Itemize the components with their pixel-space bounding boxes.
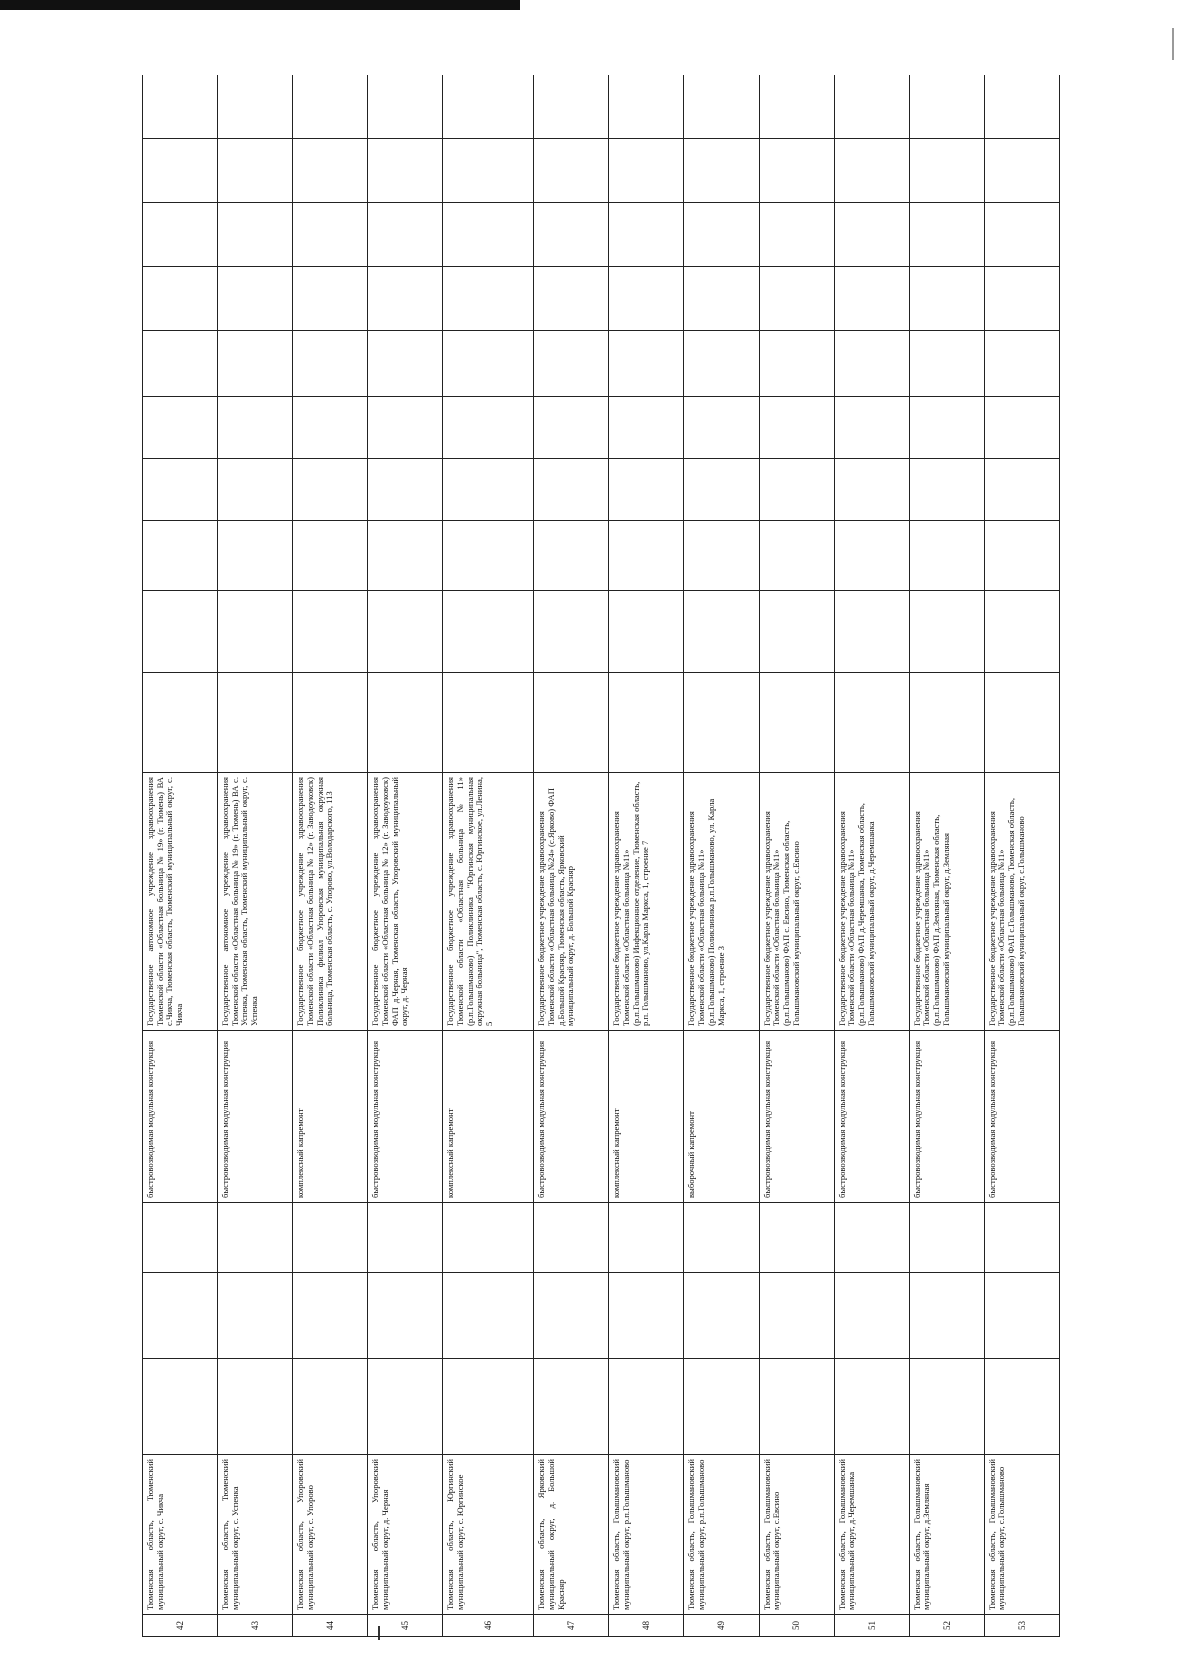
row-number-cell [984, 1615, 1059, 1637]
territory-text: Тюменская область, Юргинский муниципальный округ, с. Юргинское [445, 1459, 466, 1610]
empty-cell [143, 331, 218, 397]
empty-cell [443, 521, 534, 591]
empty-cell [143, 267, 218, 331]
territory-text: Тюменская область, Голышмановский муниципальный округ, с.Голышманово [986, 1459, 1007, 1610]
table-row [834, 75, 909, 1637]
empty-cell [759, 521, 834, 591]
empty-cell [218, 591, 293, 673]
empty-cell [143, 75, 218, 139]
empty-cell [218, 75, 293, 139]
hospital-objects-table [142, 75, 1060, 1637]
work-type-text: быстровозводимая модульная конструкция [536, 1040, 547, 1198]
empty-cell [218, 1273, 293, 1359]
institution-cell [759, 773, 834, 1031]
territory-cell [609, 1455, 684, 1615]
empty-cell [218, 1359, 293, 1455]
work-type-cell [834, 1031, 909, 1203]
empty-cell [759, 267, 834, 331]
institution-cell [218, 773, 293, 1031]
work-type-text: быстровозводимая модульная конструкция [911, 1040, 922, 1198]
empty-cell [834, 203, 909, 267]
empty-cell [909, 521, 984, 591]
empty-cell [143, 1359, 218, 1455]
territory-cell [759, 1455, 834, 1615]
territory-text: Тюменская область, Тюменский муниципальный округ, с. Успенка [220, 1459, 240, 1610]
empty-cell [684, 521, 759, 591]
empty-cell [534, 203, 609, 267]
empty-cell [984, 591, 1059, 673]
empty-cell [293, 203, 368, 267]
empty-cell [609, 591, 684, 673]
empty-cell [443, 139, 534, 203]
empty-cell [534, 1273, 609, 1359]
row-number: 46 [483, 1621, 494, 1630]
institution-text: Государственное автономное учреждение здравоохранения Тюменской области «Областная больница № 19» (г. Тюмень) ВА с. Успенка, Тюменская область, Тюменский муниципальный округ, с. Успенка [220, 777, 260, 1026]
territory-text: Тюменская область, Голышмановский муниципальный округ, с.Евсино [761, 1459, 782, 1610]
row-number-cell [684, 1615, 759, 1637]
institution-text: Государственное бюджетное учреждение здравоохранения Тюменской области «Областная больница №11» (р.п.Голышманово) ФАП с.Голышманово, Тюменская область, Голышмановский муниципальный округ, с.Голышманово [986, 797, 1026, 1026]
empty-cell [684, 459, 759, 521]
work-type-cell [534, 1031, 609, 1203]
work-type-text: быстровозводимая модульная конструкция [145, 1040, 155, 1198]
empty-cell [609, 1273, 684, 1359]
institution-text: Государственное бюджетное учреждение здравоохранения Тюменской области «Областная больница №11» (р.п.Голышманово) Поликлиника "Юргинская муниципальная окружная больница", Тюменская область, с. Юргинское, ул.Ленина, 5 [445, 777, 495, 1026]
territory-cell [684, 1455, 759, 1615]
row-number-cell [534, 1615, 609, 1637]
empty-cell [218, 139, 293, 203]
empty-cell [534, 591, 609, 673]
institution-cell [909, 773, 984, 1031]
empty-cell [293, 331, 368, 397]
empty-cell [759, 203, 834, 267]
institution-cell [684, 773, 759, 1031]
empty-cell [443, 591, 534, 673]
empty-cell [443, 331, 534, 397]
empty-cell [759, 673, 834, 773]
empty-cell [368, 1273, 443, 1359]
empty-cell [443, 397, 534, 459]
row-number-cell [443, 1615, 534, 1637]
territory-text: Тюменская область, Голышмановский муниципальный округ, д.Земляная [911, 1459, 932, 1610]
empty-cell [609, 1359, 684, 1455]
empty-cell [293, 1203, 368, 1273]
row-number: 45 [400, 1621, 411, 1630]
empty-cell [609, 521, 684, 591]
empty-cell [984, 267, 1059, 331]
table-row [218, 75, 293, 1637]
territory-cell [293, 1455, 368, 1615]
row-number: 44 [325, 1621, 336, 1630]
institution-cell [143, 773, 218, 1031]
row-number: 43 [250, 1621, 261, 1630]
empty-cell [534, 139, 609, 203]
empty-cell [368, 397, 443, 459]
empty-cell [143, 673, 218, 773]
empty-cell [834, 1203, 909, 1273]
empty-cell [368, 267, 443, 331]
territory-cell [909, 1455, 984, 1615]
empty-cell [534, 397, 609, 459]
empty-cell [218, 1203, 293, 1273]
empty-cell [909, 1203, 984, 1273]
empty-cell [834, 331, 909, 397]
institution-cell [609, 773, 684, 1031]
empty-cell [368, 139, 443, 203]
empty-cell [143, 139, 218, 203]
empty-cell [834, 1273, 909, 1359]
row-number-cell [143, 1615, 218, 1637]
empty-cell [759, 1203, 834, 1273]
territory-text: Тюменская область, Голышмановский муниципальный округ, р.п.Голышманово [611, 1459, 632, 1610]
territory-cell [443, 1455, 534, 1615]
row-number: 53 [1016, 1621, 1027, 1630]
work-type-cell [218, 1031, 293, 1203]
empty-cell [218, 331, 293, 397]
territory-cell [534, 1455, 609, 1615]
empty-cell [143, 591, 218, 673]
empty-cell [909, 267, 984, 331]
empty-cell [368, 1203, 443, 1273]
empty-cell [293, 75, 368, 139]
empty-cell [909, 459, 984, 521]
institution-cell [293, 773, 368, 1031]
empty-cell [759, 75, 834, 139]
empty-cell [443, 203, 534, 267]
empty-cell [443, 1203, 534, 1273]
empty-cell [984, 459, 1059, 521]
empty-cell [368, 331, 443, 397]
empty-cell [443, 1273, 534, 1359]
institution-text: Государственное бюджетное учреждение здравоохранения Тюменской области «Областная больница № 12» (г. Заводоуковск) Поликлиника филиал Упоровская муниципальная окружная больница, Тюменская область, с. Упорово, ул.Володарского, 113 [295, 777, 335, 1026]
table-row [293, 75, 368, 1637]
row-number-cell [834, 1615, 909, 1637]
work-type-cell [609, 1031, 684, 1203]
work-type-cell [759, 1031, 834, 1203]
row-number-cell [909, 1615, 984, 1637]
empty-cell [609, 75, 684, 139]
empty-cell [534, 521, 609, 591]
row-number: 50 [791, 1621, 802, 1630]
table-row [443, 75, 534, 1637]
table-row [909, 75, 984, 1637]
work-type-cell [143, 1031, 218, 1203]
territory-cell [834, 1455, 909, 1615]
row-number-cell [218, 1615, 293, 1637]
table-row [984, 75, 1059, 1637]
institution-text: Государственное бюджетное учреждение здравоохранения Тюменской области «Областная больница №24» (с.Ярково) ФАП д.Большой Красняр, Тюменская область, Ярковский муниципальный округ, д. Большой Красняр [536, 788, 576, 1026]
empty-cell [143, 1273, 218, 1359]
empty-cell [909, 591, 984, 673]
empty-cell [834, 75, 909, 139]
empty-cell [609, 1203, 684, 1273]
empty-cell [684, 591, 759, 673]
empty-cell [368, 673, 443, 773]
empty-cell [368, 75, 443, 139]
empty-cell [909, 673, 984, 773]
scan-edge-mark [1172, 28, 1174, 60]
empty-cell [684, 267, 759, 331]
work-type-text: быстровозводимая модульная конструкция [220, 1040, 231, 1198]
institution-cell [534, 773, 609, 1031]
empty-cell [834, 1359, 909, 1455]
scan-top-border [0, 0, 520, 10]
table-row [609, 75, 684, 1637]
work-type-text: быстровозводимая модульная конструкция [761, 1040, 772, 1198]
territory-text: Тюменская область, Ярковский муниципальный округ, д. Большой Красняр [536, 1459, 566, 1610]
work-type-text: комплексный капремонт [611, 1108, 622, 1198]
empty-cell [609, 139, 684, 203]
empty-cell [909, 397, 984, 459]
empty-cell [984, 1203, 1059, 1273]
institution-cell [834, 773, 909, 1031]
empty-cell [759, 331, 834, 397]
empty-cell [684, 1203, 759, 1273]
empty-cell [218, 267, 293, 331]
empty-cell [218, 521, 293, 591]
empty-cell [834, 139, 909, 203]
institution-text: Государственное бюджетное учреждение здравоохранения Тюменской области «Областная больница №11» (р.п.Голышманово) ФАП д.Земляная, Тюменская область, Голышмановский муниципальный округ, д.Земляная [911, 811, 951, 1026]
empty-cell [143, 459, 218, 521]
rotated-table-frame [142, 75, 1060, 1637]
empty-cell [534, 459, 609, 521]
empty-cell [293, 1359, 368, 1455]
empty-cell [368, 521, 443, 591]
table-row [684, 75, 759, 1637]
empty-cell [909, 1359, 984, 1455]
empty-cell [368, 203, 443, 267]
territory-text: Тюменская область, Упоровский муниципальный округ, д. Черная [370, 1459, 390, 1610]
empty-cell [984, 1359, 1059, 1455]
work-type-cell [293, 1031, 368, 1203]
empty-cell [909, 139, 984, 203]
empty-cell [609, 203, 684, 267]
empty-cell [984, 673, 1059, 773]
empty-cell [759, 1359, 834, 1455]
empty-cell [534, 673, 609, 773]
empty-cell [293, 521, 368, 591]
empty-cell [684, 331, 759, 397]
empty-cell [218, 397, 293, 459]
empty-cell [609, 673, 684, 773]
empty-cell [984, 139, 1059, 203]
row-number: 47 [566, 1621, 577, 1630]
empty-cell [368, 459, 443, 521]
empty-cell [684, 203, 759, 267]
empty-cell [759, 397, 834, 459]
empty-cell [984, 75, 1059, 139]
empty-cell [368, 591, 443, 673]
empty-cell [684, 1359, 759, 1455]
empty-cell [984, 331, 1059, 397]
empty-cell [534, 1359, 609, 1455]
territory-cell [368, 1455, 443, 1615]
empty-cell [909, 1273, 984, 1359]
territory-cell [143, 1455, 218, 1615]
empty-cell [534, 331, 609, 397]
empty-cell [984, 203, 1059, 267]
territory-text: Тюменская область, Тюменский муниципальный округ, с. Чикча [145, 1459, 165, 1610]
empty-cell [293, 459, 368, 521]
row-number-cell [609, 1615, 684, 1637]
work-type-cell [684, 1031, 759, 1203]
empty-cell [293, 1273, 368, 1359]
row-number-cell [759, 1615, 834, 1637]
work-type-text: быстровозводимая модульная конструкция [836, 1040, 847, 1198]
work-type-text: комплексный капремонт [295, 1108, 306, 1198]
empty-cell [759, 139, 834, 203]
work-type-cell [443, 1031, 534, 1203]
empty-cell [143, 397, 218, 459]
empty-cell [984, 1273, 1059, 1359]
institution-text: Государственное бюджетное учреждение здравоохранения Тюменской области «Областная больница №11» (р.п.Голышманово) ФАП д.Черемшанка, Тюменская область, Голышмановский муниципальный округ, д.Черемшанка [836, 803, 876, 1026]
empty-cell [759, 459, 834, 521]
empty-cell [534, 267, 609, 331]
empty-cell [293, 139, 368, 203]
empty-cell [759, 591, 834, 673]
empty-cell [984, 521, 1059, 591]
territory-text: Тюменская область, Голышмановский муниципальный округ, д.Черемшанка [836, 1459, 857, 1610]
work-type-text: выборочный капремонт [686, 1111, 697, 1198]
empty-cell [534, 75, 609, 139]
institution-cell [984, 773, 1059, 1031]
empty-cell [684, 139, 759, 203]
institution-text: Государственное бюджетное учреждение здравоохранения Тюменской области «Областная больница №11» (р.п.Голышманово) Инфекционное отделение, Тюменская область, р.п. Голышманово, ул.Карла Маркса, 1, строение 7 [611, 781, 651, 1026]
empty-cell [443, 1359, 534, 1455]
work-type-text: комплексный капремонт [445, 1108, 456, 1198]
empty-cell [909, 75, 984, 139]
institution-text: Государственное бюджетное учреждение здравоохранения Тюменской области «Областная больница №11» (р.п.Голышманово) Поликлиника р.п.Голышманово, ул. Карла Маркса, 1, строение 3 [686, 798, 726, 1026]
empty-cell [834, 397, 909, 459]
empty-cell [684, 1273, 759, 1359]
empty-cell [834, 591, 909, 673]
work-type-cell [909, 1031, 984, 1203]
territory-cell [984, 1455, 1059, 1615]
empty-cell [609, 397, 684, 459]
territory-cell [218, 1455, 293, 1615]
work-type-cell [368, 1031, 443, 1203]
empty-cell [218, 459, 293, 521]
empty-cell [684, 397, 759, 459]
empty-cell [143, 521, 218, 591]
empty-cell [218, 203, 293, 267]
territory-text: Тюменская область, Упоровский муниципальный округ, с. Упорово [295, 1459, 315, 1610]
empty-cell [684, 75, 759, 139]
empty-cell [534, 1203, 609, 1273]
empty-cell [984, 397, 1059, 459]
table-row [759, 75, 834, 1637]
empty-cell [759, 1273, 834, 1359]
empty-cell [443, 75, 534, 139]
table-row [368, 75, 443, 1637]
empty-cell [443, 459, 534, 521]
empty-cell [834, 267, 909, 331]
row-number: 49 [716, 1621, 727, 1630]
empty-cell [909, 203, 984, 267]
empty-cell [834, 459, 909, 521]
empty-cell [368, 1359, 443, 1455]
empty-cell [609, 267, 684, 331]
empty-cell [218, 673, 293, 773]
institution-text: Государственное бюджетное учреждение здравоохранения Тюменской области «Областная больница №11» (р.п.Голышманово) ФАП с. Евсино, Тюменская область, Голышмановский муниципальный округ, с.Евсино [761, 811, 801, 1026]
institution-text: Государственное автономное учреждение здравоохранения Тюменской области «Областная больница № 19» (г. Тюмень) ВА с.Чикча, Тюменская область, Тюменский муниципальный округ, с. Чикча [145, 777, 185, 1026]
row-number-cell [368, 1615, 443, 1637]
row-number-cell [293, 1615, 368, 1637]
table-body [143, 75, 1060, 1637]
row-number: 42 [174, 1621, 185, 1630]
empty-cell [684, 673, 759, 773]
table-row [534, 75, 609, 1637]
work-type-cell [984, 1031, 1059, 1203]
empty-cell [293, 267, 368, 331]
territory-text: Тюменская область, Голышмановский муниципальный округ, р.п.Голышманово [686, 1459, 707, 1610]
empty-cell [834, 673, 909, 773]
table-row [143, 75, 218, 1637]
institution-text: Государственное бюджетное учреждение здравоохранения Тюменской области «Областная больница № 12» (г. Заводоуковск) ФАП д.Черная, Тюменская область, Упоровский муниципальный округ, д. Черная [370, 777, 410, 1026]
empty-cell [609, 459, 684, 521]
empty-cell [293, 397, 368, 459]
work-type-text: быстровозводимая модульная конструкция [986, 1040, 997, 1198]
work-type-text: быстровозводимая модульная конструкция [370, 1040, 381, 1198]
empty-cell [909, 331, 984, 397]
row-number: 51 [866, 1621, 877, 1630]
institution-cell [368, 773, 443, 1031]
empty-cell [443, 673, 534, 773]
empty-cell [443, 267, 534, 331]
empty-cell [143, 1203, 218, 1273]
empty-cell [609, 331, 684, 397]
empty-cell [143, 203, 218, 267]
institution-cell [443, 773, 534, 1031]
row-number: 52 [941, 1621, 952, 1630]
empty-cell [293, 673, 368, 773]
empty-cell [293, 591, 368, 673]
empty-cell [834, 521, 909, 591]
row-number: 48 [641, 1621, 652, 1630]
